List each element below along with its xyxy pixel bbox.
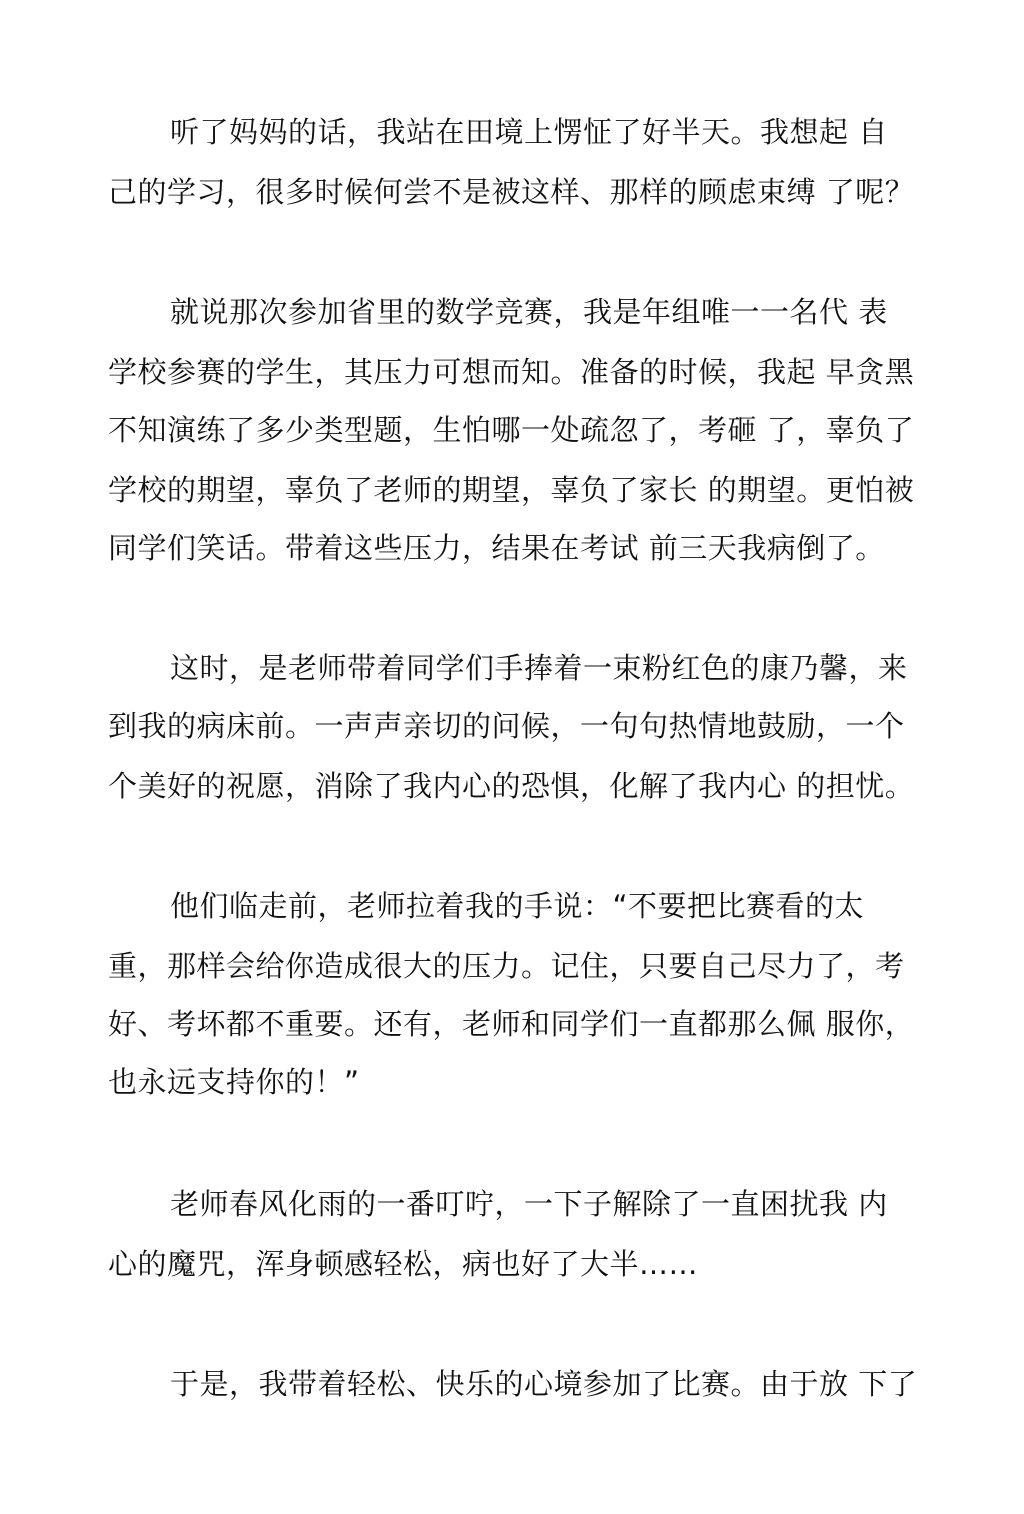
paragraph-4-line-2: 重，那样会给你造成很大的压力。记住，只要自己尽力了，考 (108, 949, 905, 983)
paragraph-2-line-3: 不知演练了多少类型题，生怕哪一处疏忽了，考砸 了，辜负了 (108, 413, 915, 447)
paragraph-4-line-3: 好、考坏都不重要。还有，老师和同学们一直都那么佩 服你， (108, 1007, 915, 1041)
paragraph-4-line-1: 他们临走前，老师拉着我的手说：“不要把比赛看的太 (170, 889, 865, 923)
paragraph-1-line-1: 听了妈妈的话，我站在田境上愣怔了好半天。我想起 自 (170, 115, 888, 149)
paragraph-3-line-2: 到我的病床前。一声声亲切的问候，一句句热情地鼓励，一个 (108, 709, 905, 743)
paragraph-5-line-2: 心的魔咒，浑身顿感轻松，病也好了大半…… (108, 1247, 699, 1281)
paragraph-2-line-4: 学校的期望，辜负了老师的期望，辜负了家长 的期望。更怕被 (108, 473, 915, 507)
paragraph-2-line-5: 同学们笑话。带着这些压力，结果在考试 前三天我病倒了。 (108, 531, 885, 565)
paragraph-3-line-1: 这时，是老师带着同学们手捧着一束粉红色的康乃馨，来 (170, 651, 908, 685)
paragraph-6-line-1: 于是，我带着轻松、快乐的心境参加了比赛。由于放 下了 (170, 1367, 918, 1401)
paragraph-4-line-4: 也永远支持你的！” (108, 1065, 360, 1099)
paragraph-1-line-2: 己的学习，很多时候何尝不是被这样、那样的顾虑束缚 了呢？ (108, 175, 915, 209)
paragraph-5-line-1: 老师春风化雨的一番叮咛，一下子解除了一直困扰我 内 (170, 1187, 888, 1221)
paragraph-2-line-2: 学校参赛的学生，其压力可想而知。准备的时候，我起 早贪黑 (108, 355, 915, 389)
paragraph-3-line-3: 个美好的祝愿，消除了我内心的恐惧，化解了我内心 的担忧。 (108, 769, 915, 803)
paragraph-2-line-1: 就说那次参加省里的数学竞赛，我是年组唯一一名代 表 (170, 295, 888, 329)
